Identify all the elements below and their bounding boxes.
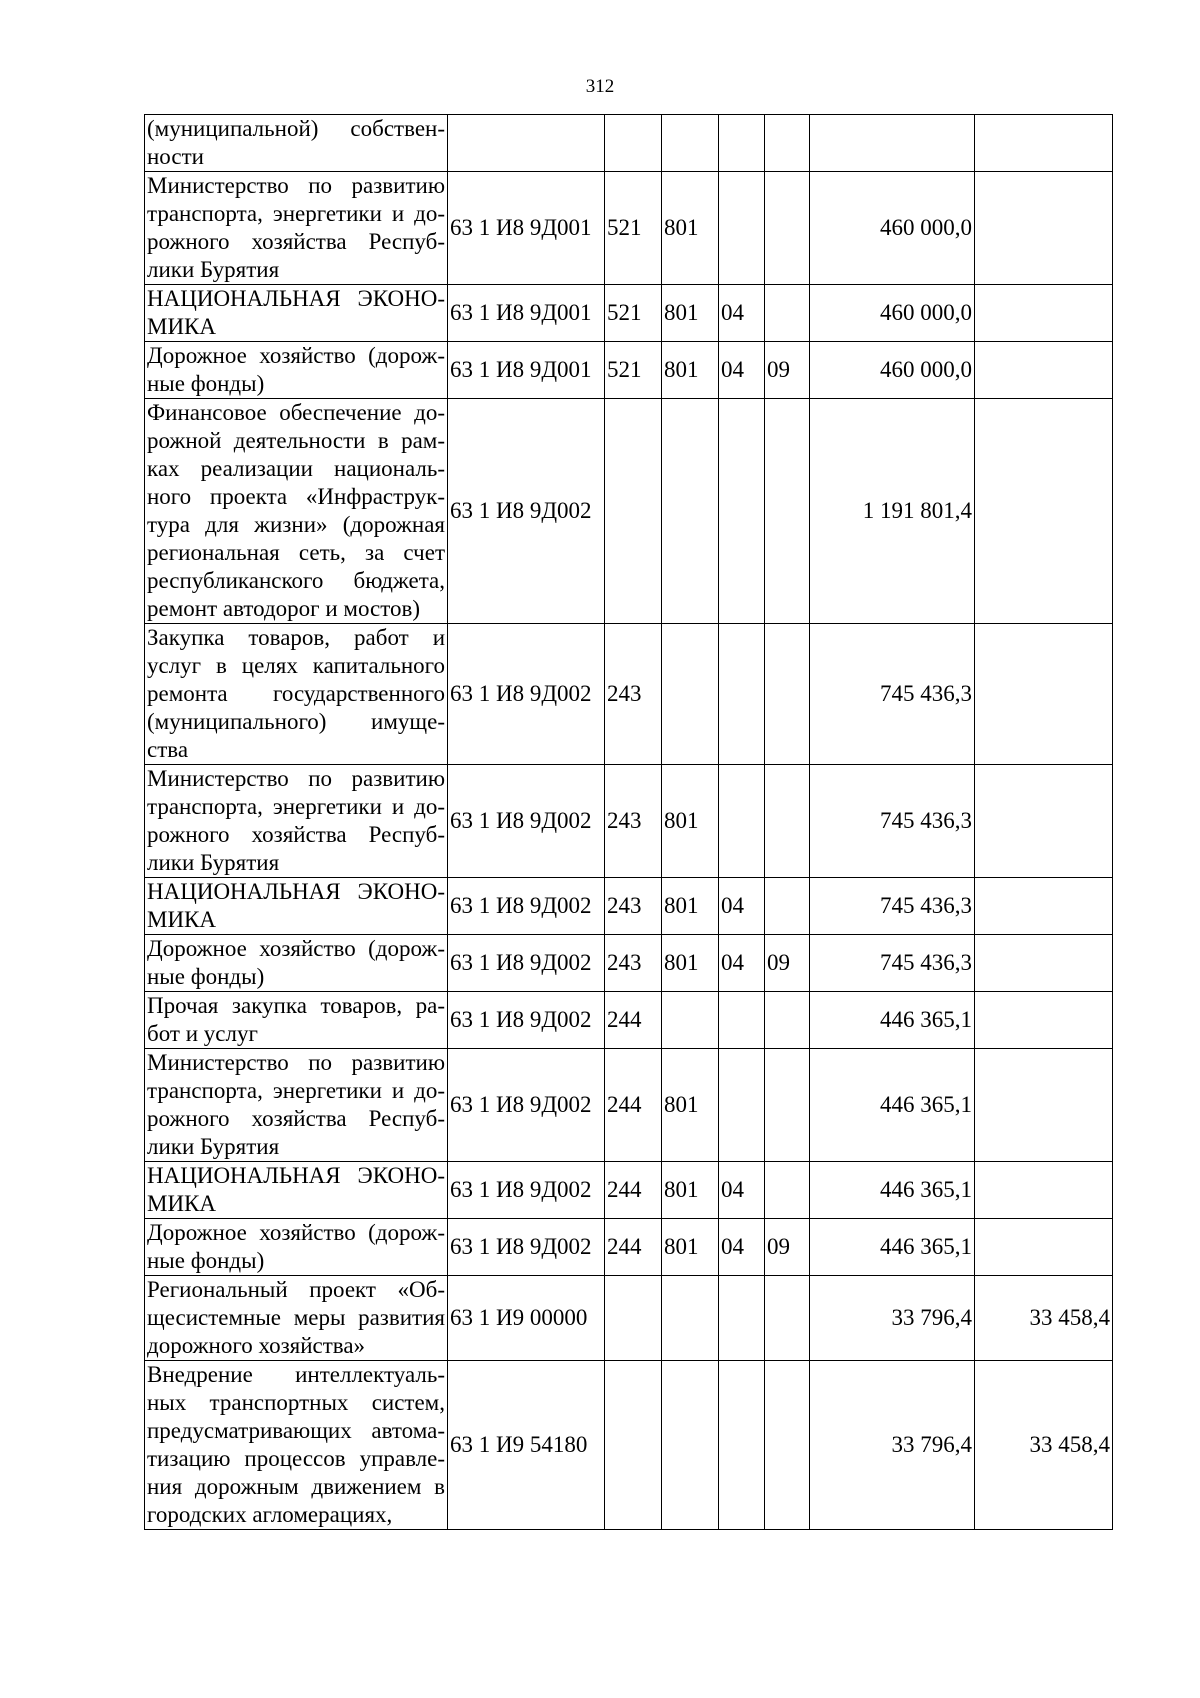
amount-year-1-cell: 33 796,4 xyxy=(810,1276,975,1361)
section-code-cell: 04 xyxy=(719,878,765,935)
row-name-cell: (муниципальной) собствен-ности xyxy=(145,115,448,172)
row-name-cell: Прочая закупка товаров, ра-бот и услуг xyxy=(145,992,448,1049)
row-name-cell: Региональный проект «Об-щесистемные меры развития дорожного хозяйства» xyxy=(145,1276,448,1361)
target-article-code-cell: 63 1 И8 9Д002 xyxy=(448,765,605,878)
administrator-code-cell: 801 xyxy=(662,935,719,992)
amount-year-2-cell xyxy=(975,624,1113,765)
amount-year-2-cell xyxy=(975,115,1113,172)
row-name-cell: Дорожное хозяйство (дорож-ные фонды) xyxy=(145,342,448,399)
amount-year-1-cell: 1 191 801,4 xyxy=(810,399,975,624)
expense-type-code-cell: 244 xyxy=(605,1219,662,1276)
amount-year-2-cell: 33 458,4 xyxy=(975,1361,1113,1530)
row-name-cell: Дорожное хозяйство (дорож-ные фонды) xyxy=(145,935,448,992)
target-article-code-cell xyxy=(448,115,605,172)
target-article-code-cell: 63 1 И8 9Д002 xyxy=(448,1162,605,1219)
amount-year-2-cell xyxy=(975,1162,1113,1219)
amount-year-1-cell: 460 000,0 xyxy=(810,342,975,399)
subsection-code-cell: 09 xyxy=(765,342,810,399)
subsection-code-cell xyxy=(765,1276,810,1361)
amount-year-2-cell xyxy=(975,992,1113,1049)
table-row xyxy=(145,342,1113,399)
row-name-cell: Министерство по развитию транспорта, энергетики и до-рожного хозяйства Респуб-лики Бурятия xyxy=(145,765,448,878)
subsection-code-cell xyxy=(765,285,810,342)
amount-year-2-cell: 33 458,4 xyxy=(975,1276,1113,1361)
expense-type-code-cell: 243 xyxy=(605,765,662,878)
target-article-code-cell: 63 1 И8 9Д002 xyxy=(448,399,605,624)
target-article-code-cell: 63 1 И8 9Д002 xyxy=(448,1049,605,1162)
page-number: 312 xyxy=(585,76,615,97)
administrator-code-cell: 801 xyxy=(662,1162,719,1219)
administrator-code-cell xyxy=(662,1276,719,1361)
table-row xyxy=(145,878,1113,935)
amount-year-1-cell xyxy=(810,115,975,172)
subsection-code-cell xyxy=(765,765,810,878)
amount-year-1-cell: 446 365,1 xyxy=(810,1049,975,1162)
amount-year-1-cell: 460 000,0 xyxy=(810,172,975,285)
amount-year-2-cell xyxy=(975,399,1113,624)
target-article-code-cell: 63 1 И9 00000 xyxy=(448,1276,605,1361)
row-name-cell: Внедрение интеллектуаль-ных транспортных систем, предусматривающих автома-тизацию процессов управле-ния дорожным движением в городских агломерациях, xyxy=(145,1361,448,1530)
section-code-cell: 04 xyxy=(719,1219,765,1276)
table-row xyxy=(145,399,1113,624)
expense-type-code-cell: 243 xyxy=(605,624,662,765)
amount-year-1-cell: 745 436,3 xyxy=(810,878,975,935)
row-name-cell: НАЦИОНАЛЬНАЯ ЭКОНО-МИКА xyxy=(145,285,448,342)
row-name-cell: Министерство по развитию транспорта, энергетики и до-рожного хозяйства Респуб-лики Бурятия xyxy=(145,1049,448,1162)
table-row xyxy=(145,1276,1113,1361)
table-row xyxy=(145,1049,1113,1162)
section-code-cell xyxy=(719,765,765,878)
amount-year-1-cell: 446 365,1 xyxy=(810,1162,975,1219)
amount-year-2-cell xyxy=(975,878,1113,935)
target-article-code-cell: 63 1 И8 9Д002 xyxy=(448,935,605,992)
administrator-code-cell: 801 xyxy=(662,1049,719,1162)
table-row xyxy=(145,115,1113,172)
subsection-code-cell xyxy=(765,115,810,172)
expense-type-code-cell: 244 xyxy=(605,1162,662,1219)
administrator-code-cell: 801 xyxy=(662,878,719,935)
amount-year-1-cell: 745 436,3 xyxy=(810,765,975,878)
section-code-cell xyxy=(719,172,765,285)
administrator-code-cell: 801 xyxy=(662,1219,719,1276)
amount-year-2-cell xyxy=(975,935,1113,992)
target-article-code-cell: 63 1 И8 9Д001 xyxy=(448,342,605,399)
table-row xyxy=(145,172,1113,285)
amount-year-2-cell xyxy=(975,765,1113,878)
administrator-code-cell: 801 xyxy=(662,172,719,285)
row-name-cell: Министерство по развитию транспорта, энергетики и до-рожного хозяйства Респуб-лики Бурятия xyxy=(145,172,448,285)
subsection-code-cell xyxy=(765,992,810,1049)
section-code-cell xyxy=(719,1276,765,1361)
target-article-code-cell: 63 1 И8 9Д002 xyxy=(448,992,605,1049)
section-code-cell xyxy=(719,1049,765,1162)
subsection-code-cell xyxy=(765,1049,810,1162)
amount-year-1-cell: 745 436,3 xyxy=(810,935,975,992)
section-code-cell xyxy=(719,1361,765,1530)
table-row xyxy=(145,1361,1113,1530)
budget-table xyxy=(144,114,1113,1530)
administrator-code-cell: 801 xyxy=(662,285,719,342)
amount-year-2-cell xyxy=(975,172,1113,285)
subsection-code-cell: 09 xyxy=(765,1219,810,1276)
row-name-cell: НАЦИОНАЛЬНАЯ ЭКОНО-МИКА xyxy=(145,878,448,935)
table-row xyxy=(145,1162,1113,1219)
target-article-code-cell: 63 1 И8 9Д001 xyxy=(448,285,605,342)
subsection-code-cell xyxy=(765,172,810,285)
expense-type-code-cell: 244 xyxy=(605,992,662,1049)
subsection-code-cell: 09 xyxy=(765,935,810,992)
expense-type-code-cell xyxy=(605,399,662,624)
section-code-cell xyxy=(719,399,765,624)
administrator-code-cell xyxy=(662,992,719,1049)
table-row xyxy=(145,935,1113,992)
target-article-code-cell: 63 1 И8 9Д002 xyxy=(448,1219,605,1276)
expense-type-code-cell: 243 xyxy=(605,935,662,992)
table-row xyxy=(145,992,1113,1049)
administrator-code-cell xyxy=(662,399,719,624)
subsection-code-cell xyxy=(765,624,810,765)
subsection-code-cell xyxy=(765,1162,810,1219)
expense-type-code-cell: 521 xyxy=(605,285,662,342)
amount-year-1-cell: 446 365,1 xyxy=(810,992,975,1049)
expense-type-code-cell: 521 xyxy=(605,342,662,399)
amount-year-1-cell: 745 436,3 xyxy=(810,624,975,765)
table-row xyxy=(145,1219,1113,1276)
row-name-cell: Закупка товаров, работ и услуг в целях капитального ремонта государственного (муниципального) имуще-ства xyxy=(145,624,448,765)
section-code-cell: 04 xyxy=(719,935,765,992)
subsection-code-cell xyxy=(765,1361,810,1530)
target-article-code-cell: 63 1 И8 9Д002 xyxy=(448,878,605,935)
amount-year-2-cell xyxy=(975,1219,1113,1276)
section-code-cell: 04 xyxy=(719,1162,765,1219)
section-code-cell: 04 xyxy=(719,342,765,399)
section-code-cell xyxy=(719,624,765,765)
amount-year-2-cell xyxy=(975,1049,1113,1162)
administrator-code-cell xyxy=(662,115,719,172)
expense-type-code-cell xyxy=(605,1276,662,1361)
amount-year-2-cell xyxy=(975,285,1113,342)
subsection-code-cell xyxy=(765,399,810,624)
row-name-cell: Финансовое обеспечение до-рожной деятельности в рам-ках реализации националь-ного проекта «Инфраструк-тура для жизни» (дорожная региональная сеть, за счет республиканского бюджета, ремонт автодорог и мостов) xyxy=(145,399,448,624)
administrator-code-cell: 801 xyxy=(662,765,719,878)
expense-type-code-cell: 244 xyxy=(605,1049,662,1162)
section-code-cell: 04 xyxy=(719,285,765,342)
expense-type-code-cell: 243 xyxy=(605,878,662,935)
amount-year-1-cell: 446 365,1 xyxy=(810,1219,975,1276)
target-article-code-cell: 63 1 И8 9Д002 xyxy=(448,624,605,765)
administrator-code-cell xyxy=(662,624,719,765)
row-name-cell: НАЦИОНАЛЬНАЯ ЭКОНО-МИКА xyxy=(145,1162,448,1219)
section-code-cell xyxy=(719,115,765,172)
administrator-code-cell xyxy=(662,1361,719,1530)
expense-type-code-cell xyxy=(605,1361,662,1530)
table-row xyxy=(145,624,1113,765)
table-row xyxy=(145,285,1113,342)
table-row xyxy=(145,765,1113,878)
target-article-code-cell: 63 1 И9 54180 xyxy=(448,1361,605,1530)
row-name-cell: Дорожное хозяйство (дорож-ные фонды) xyxy=(145,1219,448,1276)
administrator-code-cell: 801 xyxy=(662,342,719,399)
expense-type-code-cell: 521 xyxy=(605,172,662,285)
section-code-cell xyxy=(719,992,765,1049)
amount-year-2-cell xyxy=(975,342,1113,399)
subsection-code-cell xyxy=(765,878,810,935)
amount-year-1-cell: 460 000,0 xyxy=(810,285,975,342)
expense-type-code-cell xyxy=(605,115,662,172)
amount-year-1-cell: 33 796,4 xyxy=(810,1361,975,1530)
target-article-code-cell: 63 1 И8 9Д001 xyxy=(448,172,605,285)
